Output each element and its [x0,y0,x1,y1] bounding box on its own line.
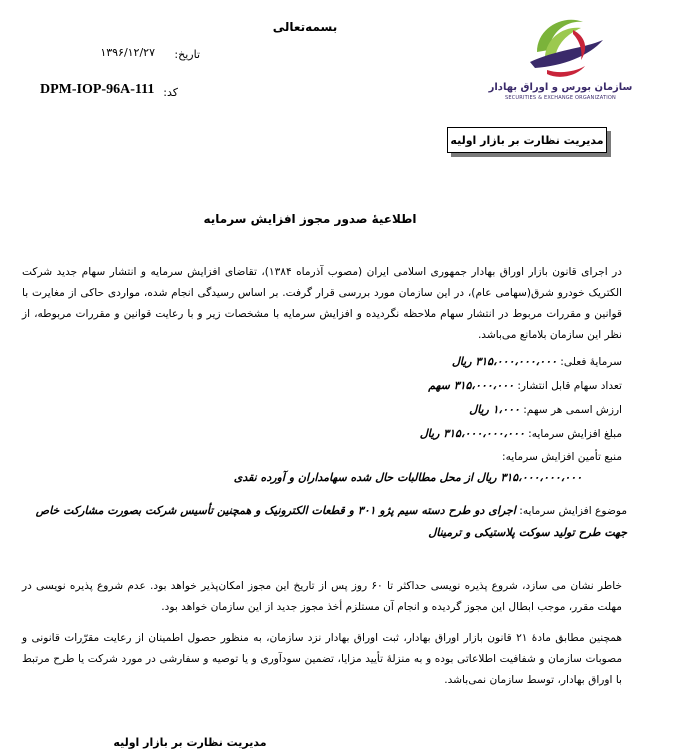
disclaimer-paragraph: همچنین مطابق مادهٔ ۲۱ قانون بازار اوراق بهادار، ثبت اوراق بهادار نزد سازمان، به منظور حصول اطمینان از رعایت مقرّرات قانونی و مصوبات سازمان و شفافیت اطلاعاتی بوده و به منزلهٔ تأیید مزایا، تضمین سودآوری و یا توصیه و سفارشی در مورد شرکت یا طرح مرتبط با اوراق بهادار، توسط سازمان نمی‌باشد. [22,632,623,686]
logo-org-name-fa: سازمان بورس و اوراق بهادار [488,82,633,93]
basmala-heading: بسمه‌تعالی [272,20,338,34]
subject-value: اجرای دو طرح دسته سیم پژو ۳۰۱ و قطعات الکترونیک و همچنین تأسیس شرکت بصورت مشارکت خاص جهت طرح تولید سوکت پلاستیکی و ترمینال [35,504,627,539]
detail-value: ۳۱۵،۰۰۰،۰۰۰،۰۰۰ ریال [419,427,525,440]
detail-label: تعداد سهام قابل انتشار: [517,380,622,392]
detail-current-capital [22,355,622,368]
seo-logo-mark-icon [485,10,635,90]
detail-label: مبلغ افزایش سرمایه: [528,428,622,440]
notice-title: اطلاعیهٔ صدور مجوز افزایش سرمایه [203,212,417,226]
detail-value: ۳۱۵،۰۰۰،۰۰۰،۰۰۰ ریال از محل مطالبات حال شده سهامداران و آورده نقدی [233,471,582,484]
detail-shares-count [22,379,622,392]
deadline-paragraph: خاطر نشان می سازد، شروع پذیره نویسی حداکثر تا ۶۰ روز پس از تاریخ این مجوز امکان‌پذیر خواهد بود. عدم شروع پذیره نویسی در مهلت مقرر، موجب ابطال این مجوز گردیده و انجام آن مستلزم أخذ مجوز جدید از این سازمان خواهد بود. [22,580,622,613]
detail-value: ۳۱۵،۰۰۰،۰۰۰ سهم [428,379,514,392]
document-code: DPM-IOP-96A-111 [40,82,155,97]
detail-label: ارزش اسمی هر سهم: [523,404,622,416]
code-label: کد: [163,86,178,99]
department-box: مدیریت نظارت بر بازار اولیه [447,127,607,153]
date-value: ۱۳۹۶/۱۲/۲۷ [100,46,155,59]
detail-nominal-value [22,403,622,416]
detail-label: منبع تأمین افزایش سرمایه: [502,451,622,463]
detail-value: ۳۱۵،۰۰۰،۰۰۰،۰۰۰ ریال [451,355,557,368]
date-label: تاریخ: [174,48,200,61]
logo-org-name-en: SECURITIES & EXCHANGE ORGANIZATION [504,95,616,101]
subject-block [22,500,627,544]
detail-value: ۱،۰۰۰ ریال [469,403,520,416]
funding-source-value [22,471,582,484]
intro-paragraph: در اجرای قانون بازار اوراق بهادار جمهوری اسلامی ایران (مصوب آذرماه ۱۳۸۴)، تقاضای افزایش سرمایه و انتشار سهام جدید شرکت الکتریک خودرو شرق(سهامی عام)، در این سازمان مورد بررسی قرار گرفت. بر اساس رسیدگی انجام شده، مواردی حاکی از مغایرت با قوانین و مقررات مربوط در انتشار سهام ملاحظه نگردیده و افزایش سرمایه با مشخصات زیر و با رعایت قوانین و مقررات مربوطه، از نظر این سازمان بلامانع می‌باشد. [22,266,622,341]
detail-increase-amount [22,427,622,440]
detail-funding-source [22,451,622,463]
detail-label: سرمایهٔ فعلی: [560,356,622,368]
signature-department: مدیریت نظارت بر بازار اولیه [113,736,267,749]
subject-label: موضوع افزایش سرمایه: [519,505,627,517]
